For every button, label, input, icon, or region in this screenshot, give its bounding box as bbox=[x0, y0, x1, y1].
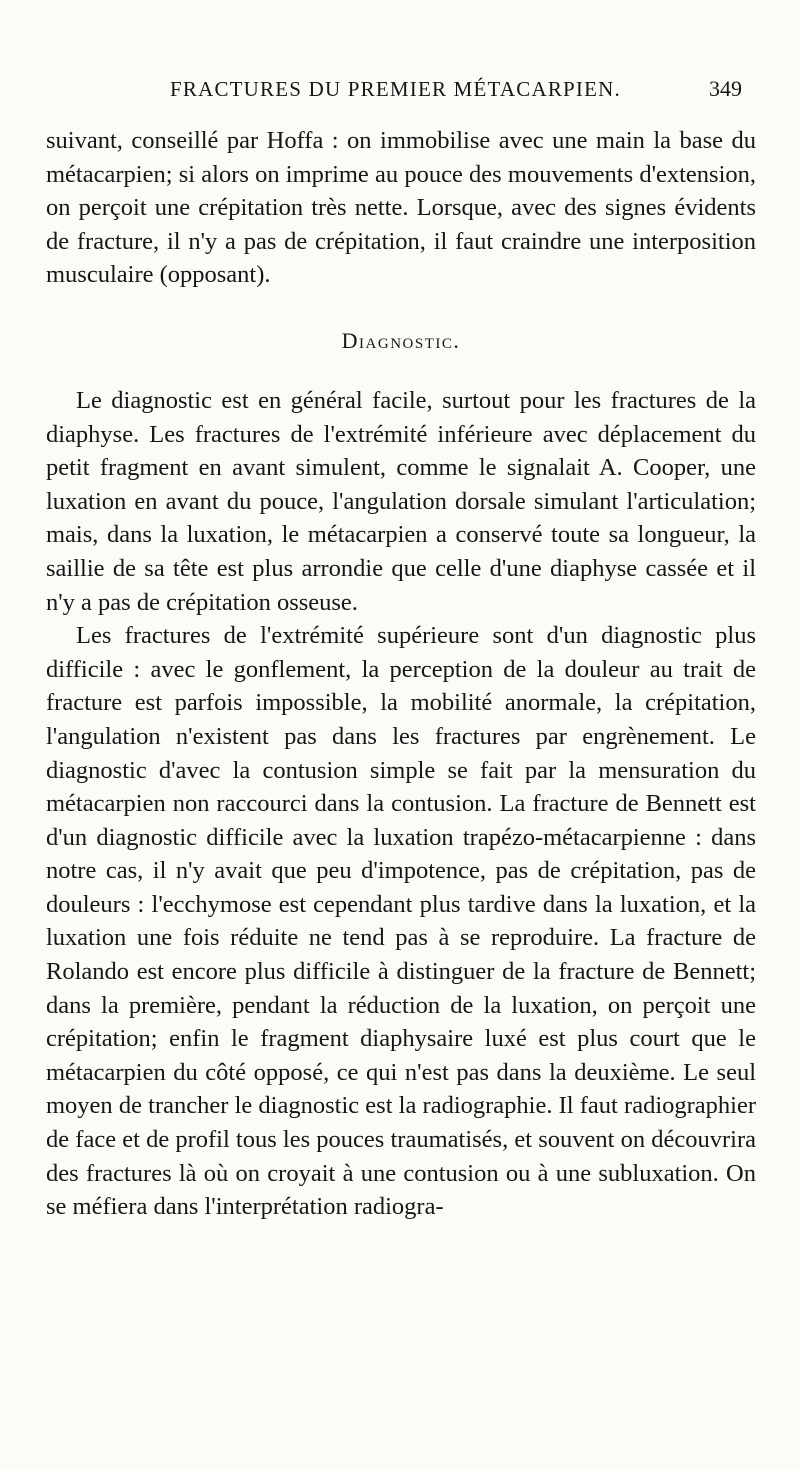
paragraph-continued: suivant, conseillé par Hoffa : on immobilise avec une main la base du métacarpien; si alors on imprime au pouce des mouvements d'extension, on perçoit une crépitation très nette. Lorsque, avec des signes évidents de fracture, il n'y a pas de crépitation, il faut craindre une interposition musculaire (opposant). bbox=[46, 127, 756, 289]
running-title: FRACTURES DU PREMIER MÉTACARPIEN. bbox=[170, 77, 621, 101]
paragraph-diagnostic-2: Les fractures de l'extrémité supérieure sont d'un diagnostic plus difficile : avec le gonflement, la perception de la douleur au trait de fracture est parfois impossible, la mobilité anormale, la crépitation, l'angulation n'existent pas dans les fractures par engrènement. Le diagnostic d'avec la contusion simple se fait par la mensuration du métacarpien non raccourci dans la contusion. La fracture de Bennett est d'un diagnostic difficile avec la luxation trapézo-métacarpienne : dans notre cas, il n'y avait que peu d'impotence, pas de crépitation, pas de douleurs : l'ecchymose est cependant plus tardive dans la luxation, et la luxation une fois réduite ne tend pas à se reproduire. La fracture de Rolando est encore plus difficile à distinguer de la fracture de Bennett; dans la première, pendant la réduction de la luxation, on perçoit une crépitation; enfin le fragment diaphysaire luxé est plus court que le métacarpien du côté opposé, ce qui n'est pas dans la deuxième. Le seul moyen de trancher le diagnostic est la radiographie. Il faut radiographier de face et de profil tous les pouces traumatisés, et souvent on découvrira des fractures là où on croyait à une contusion ou à une subluxation. On se méfiera dans l'interprétation radiogra- bbox=[46, 622, 756, 1221]
page-number: 349 bbox=[709, 76, 742, 101]
section-heading: Diagnostic. bbox=[341, 327, 461, 353]
paragraph-diagnostic-1: Le diagnostic est en général facile, surtout pour les fractures de la diaphyse. Les fractures de l'extrémité inférieure avec déplacement du petit fragment en avant simulent, comme le signalait A. Cooper, une luxation en avant du pouce, l'angulation dorsale simulant l'articulation; mais, dans la luxation, le métacarpien a conservé toute sa longueur, la saillie de sa tête est plus arrondie que celle d'une diaphyse cassée et il n'y a pas de crépitation osseuse. bbox=[46, 386, 756, 616]
running-head bbox=[170, 76, 742, 102]
page-body bbox=[46, 124, 756, 1224]
